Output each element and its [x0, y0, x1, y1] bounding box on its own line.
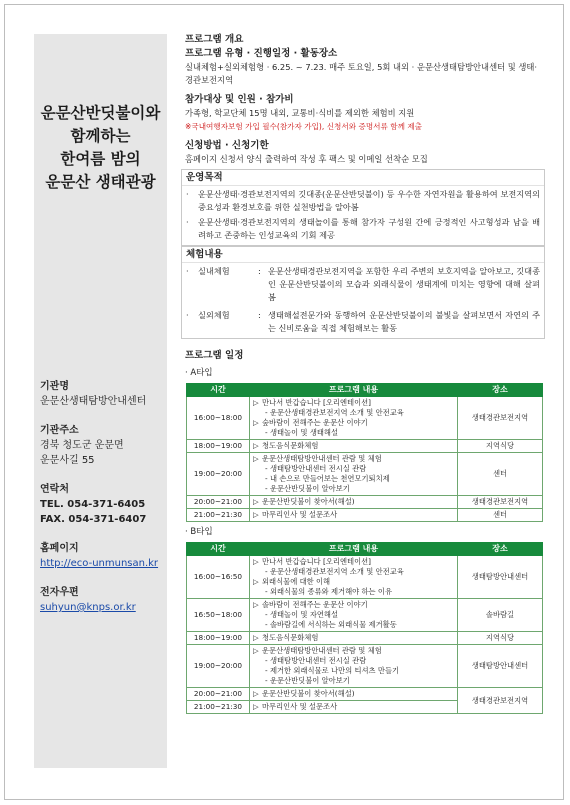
experience-text: 생태해설전문가와 동행하여 운문산반딧불이의 불빛을 살펴보면서 자연의 주는 신비로움을 직접 체험해보는 활동 [268, 310, 540, 333]
schedule-table-b [186, 542, 543, 714]
content-line [253, 418, 454, 428]
content-line [253, 620, 454, 630]
bullet-dot: · [186, 189, 189, 199]
homepage-link[interactable]: http://eco-unmunsan.kr [40, 558, 159, 569]
content-line [253, 656, 454, 666]
address-line: 경북 청도군 운문면 [40, 440, 124, 451]
experience-label: 실외체험 [198, 310, 230, 320]
content-cell [250, 701, 458, 714]
schedule-table-a [186, 383, 543, 522]
participants-section [185, 93, 545, 133]
schedule-section [185, 349, 545, 714]
content-line [253, 510, 454, 520]
time-cell: 19:00~20:00 [187, 645, 250, 688]
content-line [253, 702, 454, 712]
arrow-icon: ▷ [253, 418, 259, 427]
arrow-icon: ▷ [253, 577, 259, 586]
content-line [253, 610, 454, 620]
content-text: 외래식물에 대한 이해 [262, 577, 331, 586]
participants-heading: 참가대상 및 인원 · 참가비 [185, 94, 294, 105]
content-text: - 생태탐방안내센터 전시실 관람 [265, 464, 367, 473]
bullet-dot: · [186, 217, 189, 227]
content-cell [250, 440, 458, 453]
col-time-header: 시간 [187, 384, 250, 397]
table-row [187, 688, 543, 701]
purpose-text: 운문산생태·경관보전지역의 깃대종(운문산반딧불이) 등 우수한 자연자원을 활용하여 보전지역의 중요성과 환경보호를 위한 실천방법을 알아봄 [198, 189, 540, 212]
content-text: 만나서 반갑습니다 [오리엔테이션] [262, 557, 372, 566]
content-text: - 제거한 외래식물로 나만의 티셔츠 만들기 [265, 666, 400, 675]
apply-text: 홈페이지 신청서 양식 출력하여 작성 후 팩스 및 이메일 선착순 모집 [185, 154, 428, 164]
email-link[interactable]: suhyun@knps.or.kr [40, 602, 136, 613]
arrow-icon: ▷ [253, 646, 259, 655]
place-cell: 생태경관보전지역 [458, 688, 543, 714]
content-text: 숲바람이 전해주는 운문산 이야기 [262, 418, 368, 427]
content-cell [250, 453, 458, 496]
content-cell [250, 556, 458, 599]
content-line [253, 689, 454, 699]
content-cell [250, 645, 458, 688]
place-cell: 생태경관보전지역 [458, 496, 543, 509]
table-row [187, 645, 543, 688]
content-text: - 운문산생태경관보전지역 소개 및 안전교육 [265, 408, 404, 417]
experience-section [181, 246, 545, 339]
experience-item [186, 309, 540, 335]
email-label: 전자우편 [40, 587, 79, 598]
arrow-icon: ▷ [253, 441, 259, 450]
title-line: 함께하는 [70, 127, 131, 145]
overview-section [185, 33, 545, 87]
bullet-dot: · [186, 266, 189, 276]
experience-label: 실내체험 [198, 266, 230, 276]
content-text: 운문산반딧불이 찾아서(해설) [262, 689, 355, 698]
content-line [253, 398, 454, 408]
contact-info [40, 379, 167, 615]
content-cell [250, 599, 458, 632]
content-line [253, 497, 454, 507]
title-line: 운문산반딧불이와 [40, 104, 161, 122]
time-cell: 16:00~18:00 [187, 397, 250, 440]
table-row [187, 440, 543, 453]
content-line [253, 408, 454, 418]
homepage-label: 홈페이지 [40, 543, 79, 554]
org-label: 기관명 [40, 381, 69, 392]
fax-number: FAX. 054-371-6407 [40, 514, 147, 525]
content-line [253, 567, 454, 577]
content-text: - 생태놀이 및 자연해설 [265, 610, 339, 619]
type-b-label: · B타입 [185, 527, 213, 537]
org-value: 운문산생태탐방안내센터 [40, 396, 147, 407]
time-cell: 18:00~19:00 [187, 440, 250, 453]
time-cell: 21:00~21:30 [187, 509, 250, 522]
arrow-icon: ▷ [253, 702, 259, 711]
arrow-icon: ▷ [253, 454, 259, 463]
content-cell [250, 632, 458, 645]
time-cell: 18:00~19:00 [187, 632, 250, 645]
experience-text: 운문산생태경관보전지역을 포함한 우리 주변의 보호지역을 알아보고, 깃대종인 운문산반딧불이의 모습과 외래식물이 생태계에 미치는 영향에 대해 살펴봄 [268, 266, 540, 302]
content-line [253, 441, 454, 451]
sidebar [34, 34, 167, 768]
contact-label: 연락처 [40, 484, 69, 495]
content-line [253, 633, 454, 643]
title-line: 한여름 밤의 [60, 150, 141, 168]
address-label: 기관주소 [40, 425, 79, 436]
content-text: 마무리인사 및 설문조사 [262, 702, 338, 711]
colon: : [258, 310, 261, 320]
table-row [187, 496, 543, 509]
table-row [187, 599, 543, 632]
arrow-icon: ▷ [253, 557, 259, 566]
content-text: - 운문산반딧불이 알아보기 [265, 484, 350, 493]
participants-text: 가족형, 학교단체 15명 내외, 교통비·식비를 제외한 체험비 지원 [185, 108, 415, 118]
content-text: - 생태놀이 및 생태해설 [265, 428, 339, 437]
place-cell: 지역식당 [458, 440, 543, 453]
content-line [253, 600, 454, 610]
program-title [34, 102, 167, 194]
type-a-label: · A타입 [185, 368, 213, 378]
col-content-header: 프로그램 내용 [250, 543, 458, 556]
purpose-section [181, 169, 545, 246]
overview-heading: 프로그램 개요 [185, 34, 244, 45]
time-cell: 21:00~21:30 [187, 701, 250, 714]
content-text: - 솔바람길에 서식하는 외래식물 제거활동 [265, 620, 397, 629]
content-line [253, 454, 454, 464]
content-text: - 외래식물의 종류와 제거해야 하는 이유 [265, 587, 393, 596]
schedule-heading: 프로그램 일정 [185, 350, 244, 361]
table-row [187, 397, 543, 440]
table-row [187, 509, 543, 522]
arrow-icon: ▷ [253, 510, 259, 519]
purpose-text: 운문산생태·경관보전지역의 생태놀이를 통해 참가자 구성원 간에 긍정적인 사고형성과 남을 배려하고 존중하는 인성교육의 기회 제공 [198, 217, 540, 240]
arrow-icon: ▷ [253, 600, 259, 609]
content-cell [250, 688, 458, 701]
time-cell: 16:00~16:50 [187, 556, 250, 599]
arrow-icon: ▷ [253, 398, 259, 407]
time-cell: 19:00~20:00 [187, 453, 250, 496]
purpose-item [186, 188, 540, 214]
table-row [187, 632, 543, 645]
content-text: 운문산반딧불이 찾아서(해설) [262, 497, 355, 506]
type-schedule-text: 실내체험+실외체험형 · 6.25. ~ 7.23. 매주 토요일, 5회 내외 · 운문산생태탐방안내센터 및 생태·경관보전지역 [185, 62, 538, 85]
title-line: 운문산 생태관광 [45, 173, 156, 191]
colon: : [258, 266, 261, 276]
content-text: - 생태탐방안내센터 전시실 관람 [265, 656, 367, 665]
col-time-header: 시간 [187, 543, 250, 556]
content-text: 청도음식문화체험 [262, 441, 319, 450]
insurance-note: ※국내여행자보험 가입 필수(참가자 가입), 신청서와 증명서류 함께 제출 [185, 122, 422, 131]
place-cell: 생태탐방안내센터 [458, 556, 543, 599]
main-content [185, 33, 545, 714]
col-place-header: 장소 [458, 384, 543, 397]
content-line [253, 676, 454, 686]
bullet-dot: · [186, 310, 189, 320]
content-text: 솔바람이 전해주는 운문산 이야기 [262, 600, 368, 609]
purpose-heading: 운영목적 [182, 171, 544, 186]
content-text: 마무리인사 및 설문조사 [262, 510, 338, 519]
experience-item [186, 265, 540, 304]
table-row [187, 453, 543, 496]
time-cell: 16:50~18:00 [187, 599, 250, 632]
content-line [253, 666, 454, 676]
tel-number: TEL. 054-371-6405 [40, 499, 146, 510]
content-text: 청도음식문화체험 [262, 633, 319, 642]
content-cell [250, 496, 458, 509]
content-line [253, 587, 454, 597]
apply-heading: 신청방법 · 신청기한 [185, 140, 269, 151]
type-schedule-heading: 프로그램 유형 · 진행일정 · 활동장소 [185, 48, 338, 59]
arrow-icon: ▷ [253, 633, 259, 642]
table-row [187, 556, 543, 599]
content-cell [250, 397, 458, 440]
time-cell: 20:00~21:00 [187, 496, 250, 509]
content-text: 만나서 반갑습니다 [오리엔테이션] [262, 398, 372, 407]
content-text: - 운문산생태경관보전지역 소개 및 안전교육 [265, 567, 404, 576]
content-line [253, 577, 454, 587]
content-text: - 운문산반딧불이 알아보기 [265, 676, 350, 685]
content-text: - 내 손으로 만들어보는 천연모기퇴치제 [265, 474, 390, 483]
arrow-icon: ▷ [253, 497, 259, 506]
content-text: 운문산생태탐방안내센터 관람 및 체험 [262, 646, 382, 655]
place-cell: 센터 [458, 509, 543, 522]
col-place-header: 장소 [458, 543, 543, 556]
content-line [253, 557, 454, 567]
experience-heading: 체험내용 [182, 248, 544, 263]
content-line [253, 428, 454, 438]
content-line [253, 464, 454, 474]
content-cell [250, 509, 458, 522]
place-cell: 지역식당 [458, 632, 543, 645]
place-cell: 생태경관보전지역 [458, 397, 543, 440]
content-line [253, 474, 454, 484]
arrow-icon: ▷ [253, 689, 259, 698]
place-cell: 생태탐방안내센터 [458, 645, 543, 688]
purpose-item [186, 216, 540, 242]
col-content-header: 프로그램 내용 [250, 384, 458, 397]
apply-section [185, 139, 545, 166]
content-line [253, 484, 454, 494]
place-cell: 솔바람길 [458, 599, 543, 632]
address-line: 운문사길 55 [40, 455, 95, 466]
time-cell: 20:00~21:00 [187, 688, 250, 701]
content-text: 운문산생태탐방안내센터 관람 및 체험 [262, 454, 382, 463]
content-line [253, 646, 454, 656]
place-cell: 센터 [458, 453, 543, 496]
